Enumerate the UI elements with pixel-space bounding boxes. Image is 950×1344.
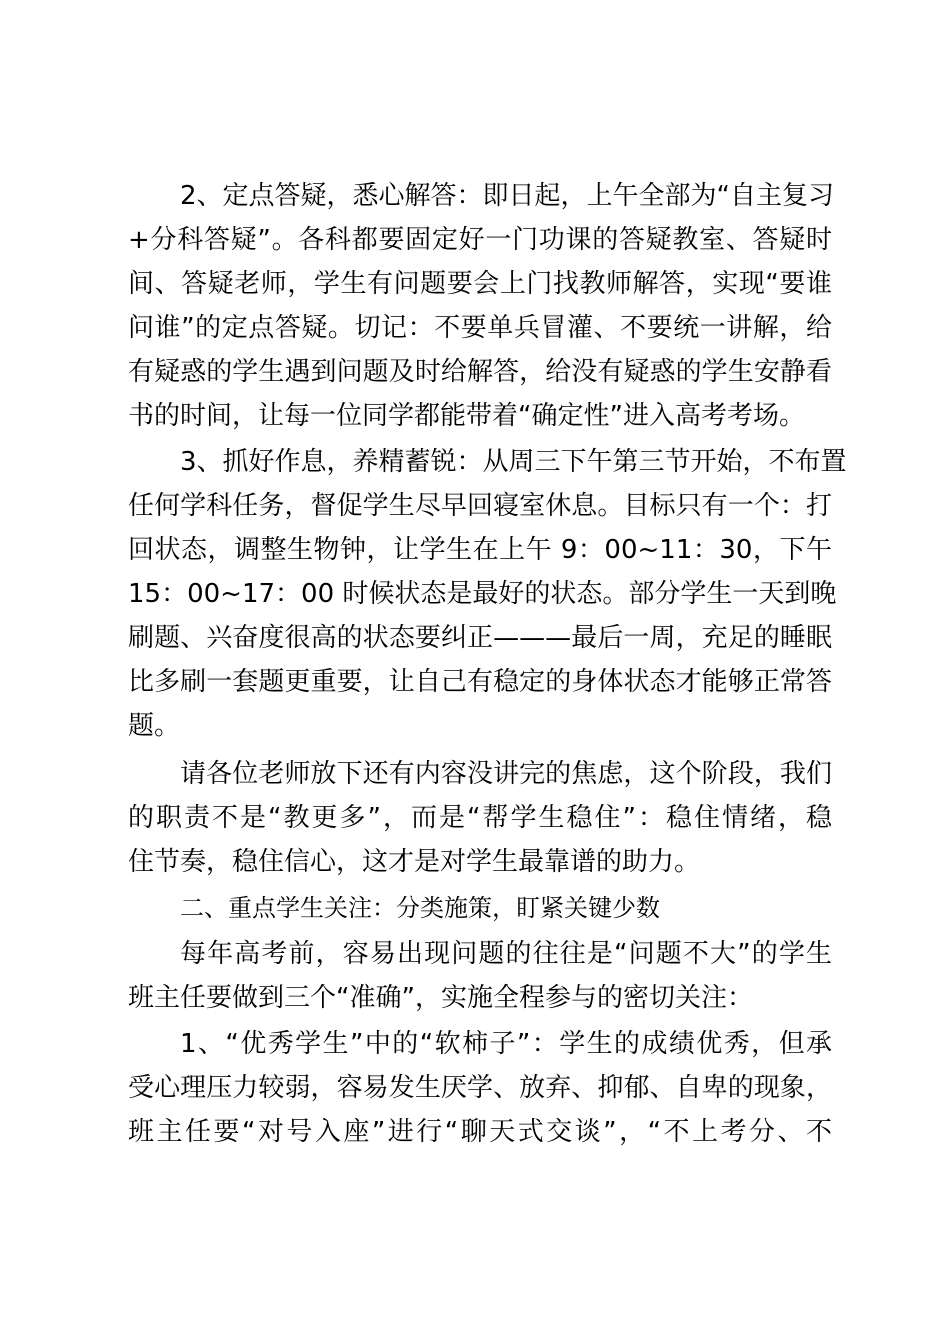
text-line: 间、答疑老师，学生有问题要会上门找教师解答，实现“要谁	[128, 269, 832, 299]
text-line: 班主任要“对号入座”进行“聊天式交谈”，“不上考分、不	[128, 1117, 832, 1147]
text-line: 比多刷一套题更重要，让自己有稳定的身体状态才能够正常答	[128, 667, 832, 697]
text-line: 1、“优秀学生”中的“软柿子”：学生的成绩优秀，但承	[180, 1029, 832, 1059]
text-line: 书的时间，让每一位同学都能带着“确定性”进入高考考场。	[128, 401, 805, 431]
text-line: 15：00~17：00 时候状态是最好的状态。部分学生一天到晚	[128, 579, 837, 609]
text-line: 3、抓好作息，养精蓄锐：从周三下午第三节开始，不布置	[180, 447, 847, 477]
text-line: +分科答疑”。各科都要固定好一门功课的答疑教室、答疑时	[128, 225, 832, 255]
section-heading: 二、重点学生关注：分类施策，盯紧关键少数	[180, 894, 660, 922]
text-line: 班主任要做到三个“准确”，实施全程参与的密切关注：	[128, 983, 753, 1013]
text-line: 2、定点答疑，悉心解答：即日起，上午全部为“自主复习	[180, 181, 835, 211]
text-line: 的职责不是“教更多”，而是“帮学生稳住”：稳住情绪，稳	[128, 803, 832, 833]
text-line: 住节奏，稳住信心，这才是对学生最靠谱的助力。	[128, 847, 701, 877]
text-line: 题。	[128, 711, 181, 741]
text-line: 每年高考前，容易出现问题的往往是“问题不大”的学生	[180, 939, 832, 969]
text-line: 请各位老师放下还有内容没讲完的焦虑，这个阶段，我们	[180, 759, 832, 789]
text-line: 回状态，调整生物钟，让学生在上午 9：00~11：30，下午	[128, 535, 832, 565]
text-line: 刷题、兴奋度很高的状态要纠正———最后一周，充足的睡眠	[128, 623, 832, 653]
text-line: 任何学科任务，督促学生尽早回寝室休息。目标只有一个：打	[128, 491, 832, 521]
text-line: 问谁”的定点答疑。切记：不要单兵冒灌、不要统一讲解，给	[128, 313, 832, 343]
text-line: 有疑惑的学生遇到问题及时给解答，给没有疑惑的学生安静看	[128, 357, 832, 387]
text-line: 受心理压力较弱，容易发生厌学、放弃、抑郁、自卑的现象，	[128, 1073, 832, 1103]
